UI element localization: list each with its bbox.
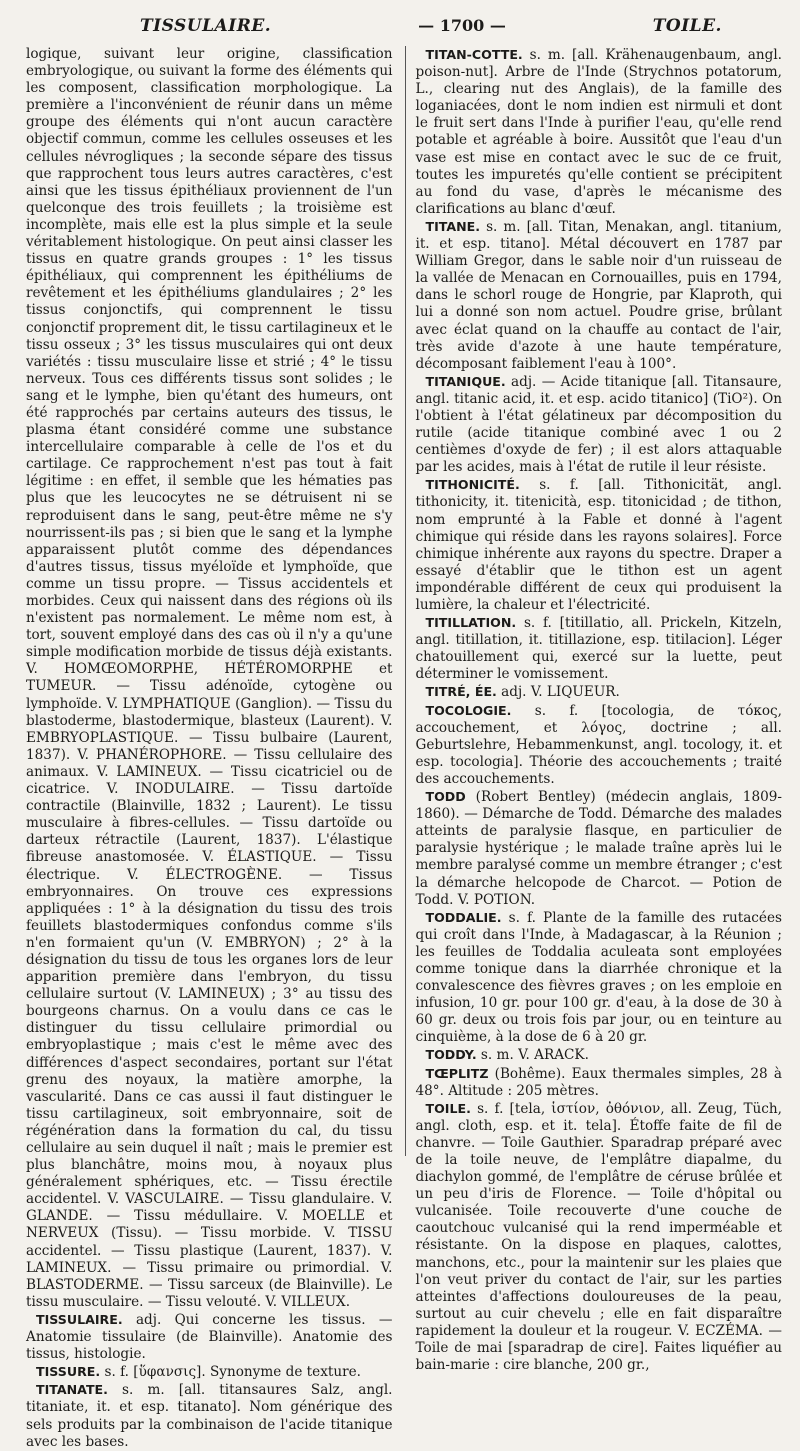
entry-headword: TOCOLOGIE. [425,702,512,718]
entry-text: adj. — Acide titanique [all. Titansaure, angl. titanic acid, it. et esp. acido titanico] (TiO²). On l'obtient à l'état gélatineux par décomposition du rutile (acide titanique combiné avec 1 ou 2 centièmes d'oxyde de fer) ; il est alors attaquable par les acides, mais à l'état de rutile il leur résiste. [415,373,782,476]
dictionary-entry [416,46,783,218]
entry-text: s. m. [all. Titan, Menakan, angl. titanium, it. et esp. titano]. Métal découvert en 1787 par William Gregor, dans le sable noir d'un ruisseau de la vallée de Menacan en Cornouailles, puis en 1794, dans le schorl rouge de Hongrie, par Klaproth, qui lui a donné son nom actuel. Poudre grise, brûlant avec éclat quand on la chauffe au contact de l'air, très avide d'azote à une haute température, décomposant faiblement l'eau à 100°. [415,218,782,372]
dictionary-entry [416,614,783,683]
entry-headword: TODDALIE. [425,909,502,925]
dictionary-entry [416,702,783,788]
entry-headword: TISSURE. [36,1364,101,1380]
entry-text: s. m. V. ARACK. [476,1047,589,1064]
entry-text: (Robert Bentley) (médecin anglais, 1809-1860). — Démarche de Todd. Démarche des malades atteints de paralysie flasque, en particulier de paralysie hystérique ; le malade traîne après lui le membre paralysé comme un membre étranger ; c'est la démarche helcopode de Charcot. — Potion de Todd. V. POTION. [415,789,783,908]
entry-headword: TOILE. [425,1100,471,1116]
entry-text: s. f. Plante de la famille des rutacées qui croît dans l'Inde, à Madagascar, à la Réunion ; les feuilles de Toddalia aculeata sont employées comme tonique dans la diarrhée chronique et la convalescence des fièvres graves ; on les emploie en infusion, 10 gr. pour 100 gr. d'eau, à la dose de 30 à 60 gr. deux ou trois fois par jour, ou en teinture au cinquième, à la dose de 6 à 20 gr. [415,909,782,1046]
entry-headword: TITANIQUE. [425,373,506,389]
entry-headword: TITRÉ, ÉE. [425,684,497,700]
entry-text: s. f. [tocologia, de τόκος, accouchement, et λόγος, doctrine ; all. Geburtslehre, Hebammenkunst, angl. tocology, it. et esp. tocologia]. Théorie des accouchements ; traité des accouchements. [415,702,782,787]
entry-headword: TITHONICITÉ. [425,477,520,493]
entry-headword: TITAN-COTTE. [425,47,523,62]
entry-text: adj. Qui concerne les tissus. — Anatomie tissulaire (de Blainville). Anatomie des tissus, histologie. [26,1311,393,1363]
entry-headword: TITANE. [425,218,481,234]
right-column [405,46,783,1374]
dictionary-entry [416,683,783,701]
entry-headword: TITILLATION. [425,615,517,631]
entry-text: s. f. [titillatio, all. Prickeln, Kitzeln, angl. titillation, it. titillazione, esp. titilacion]. Léger chatouillement qui, exercé sur la luette, peut déterminer le vomissement. [415,615,782,683]
text-columns [26,46,783,1450]
dictionary-entry [416,788,783,909]
dictionary-entry [416,1065,783,1100]
dictionary-entry [416,1046,783,1064]
entry-text: (Bohême). Eaux thermales simples, 28 à 48°. Altitude : 205 mètres. [415,1065,782,1099]
left-column [26,46,393,1450]
entry-text: s. f. [all. Tithonicität, angl. tithonicity, it. titenicità, esp. titonicidad ; de tithon, nom emprunté à la Fable et donné à l'agent chimique qui réside dans les rayons solaires]. Force chimique inhérente aux rayons du spectre. Draper a essayé d'établir que le tithon est un agent impondérable différent de ceux qui produisent la lumière, la chaleur et l'électricité. [415,477,782,613]
entry-headword: TODDY. [425,1047,477,1063]
entry-text: logique, suivant leur origine, classification embryologique, ou suivant la forme des éléments qui les composent, classification morphologique. La première a l'inconvénient de réunir dans un même groupe des éléments qui n'ont aucun caractère objectif commun, comme les cellules osseuses et les cellules névrogliques ; la seconde sépare des tissus que rapprochent tous leurs autres caractères, c'est ainsi que les tissus épithéliaux proviennent de l'un quelconque des trois feuillets ; la troisième est incomplète, mais elle est la plus simple et la seule véritablement histologique. On peut ainsi classer les tissus en quatre grands groupes : 1° les tissus épithéliaux, qui comprennent les épithéliums de revêtement et les épithéliums glandulaires ; 2° les tissus conjonctifs, qui comprennent le tissu conjonctif proprement dit, le tissu cartilagineux et le tissu osseux ; 3° les tissus musculaires qui ont deux variétés : tissu musculaire lisse et strié ; 4° le tissu nerveux. Tous ces différents tissus sont solides ; le sang et le lymphe, bien qu'étant des humeurs, ont été rapprochés par certains auteurs des tissus, le plasma étant considéré comme une substance intercellulaire comparable à celle de l'os et du cartilage. Ce rapprochement n'est pas tout à fait légitime : en effet, il semble que les hématies pas plus que les leucocytes ne se détruisent ni se reproduisent dans le sang, peut-être même ne s'y nourrissent-ils pas ; si bien que le sang et la lymphe apparaissent plutôt comme des dépendances d'autres tissus, tissus myéloïde et lymphoïde, que comme un tissu propre. — Tissus accidentels et morbides. Ceux qui naissent dans des régions où ils n'existent pas normalement. Le même nom est, à tort, souvent employé dans des cas où il n'y a qu'une simple modification morbide de tissus déjà existants. V. HOMŒOMORPHE, HÉTÉROMORPHE et TUMEUR. — Tissu adénoïde, cytogène ou lymphoïde. V. LYMPHATIQUE (Ganglion). — Tissu du blastoderme, blastodermique, blasteux (Laurent). V. EMBRYOPLASTIQUE. — Tissu bulbaire (Laurent, 1837). V. PHANÉROPHORE. — Tissu cellulaire des animaux. V. LAMINEUX. — Tissu cicatriciel ou de cicatrice. V. INODULAIRE. — Tissu dartoïde contractile (Blainville, 1832 ; Laurent). Le tissu musculaire à fibres-cellules. — Tissu dartoïde ou darteux rétractile (Laurent, 1837). L'élastique fibreuse anastomosée. V. ÉLASTIQUE. — Tissu électrique. V. ÉLECTROGÈNE. — Tissus embryonnaires. On trouve ces expressions appliquées : 1° à la désignation du tissu des trois feuillets blastodermiques confondus comme s'ils n'en formaient qu'un (V. EMBRYON) ; 2° à la désignation du tissu de tous les organes lors de leur apparition première dans l'embryon, du tissu cellulaire surtout (V. LAMINEUX) ; 3° au tissu des bourgeons charnus. On a voulu dans ce cas le distinguer du tissu cellulaire primordial ou embryoplastique ; mais c'est le même avec des différences d'aspect secondaires, portant sur l'état grenu des noyaux, la matière amorphe, la vascularité. Dans ce cas aussi il faut distinguer le tissu cartilagineux, soit embryonnaire, soit de régénération dans la formation du cal, du tissu cellulaire au sein duquel il naît ; mais le premier est plus blanchâtre, moins mou, à noyaux plus généralement sphériques, etc. — Tissu érectile accidentel. V. VASCULAIRE. — Tissu glandulaire. V. GLANDE. — Tissu médullaire. V. MOELLE et NERVEUX (Tissu). — Tissu morbide. V. TISSU accidentel. — Tissu plastique (Laurent, 1837). V. LAMINEUX. — Tissu primaire ou primordial. V. BLASTODERME. — Tissu sarceux (de Blainville). Le tissu musculaire. — Tissu velouté. V. VILLEUX. [26,46,393,1310]
dictionary-entry [416,476,783,614]
dictionary-entry [416,218,783,373]
dictionary-entry [416,373,783,477]
header-left-word: TISSULAIRE. [140,16,272,36]
entry-text: s. f. [ὕφανσις]. Synonyme de texture. [100,1364,361,1381]
entry-text: s. m. [all. titansaures Salz, angl. titaniate, it. et esp. titanato]. Nom générique des sels produits par la combinaison de l'acide titanique avec les bases. [26,1382,393,1450]
dictionary-entry [26,1311,393,1363]
page-number: — 1700 — [418,16,506,35]
dictionary-entry [26,1363,393,1381]
entry-text: adj. V. LIQUEUR. [496,684,620,701]
dictionary-entry [416,1100,783,1375]
header-right-word: TOILE. [652,16,722,36]
entry-text: s. m. [all. Krähenaugenbaum, angl. poison-nut]. Arbre de l'Inde (Strychnos potatorum, L., clearing nut des Anglais), de la famille des loganiacées, dont le nom indien est nirmuli et dont le fruit sert dans l'Inde à purifier l'eau, qu'elle rend potable et agréable à boire. Aussitôt que l'eau d'un vase est mise en contact avec le suc de ce fruit, toutes les impuretés qu'elle contient se précipitent au fond du vase, d'après le mécanisme des clarifications au blanc d'œuf. [415,47,782,217]
entry-text: s. f. [tela, ἱστίον, ὀθόνιον, all. Zeug, Tüch, angl. cloth, esp. et it. tela]. Étoffe faite de fil de chanvre. — Toile Gauthier. Sparadrap préparé avec de la toile neuve, de l'emplâtre diapalme, du diachylon gommé, de l'emplâtre de céruse brûlée et un peu d'iris de Florence. — Toile d'hôpital ou vulcanisée. Toile recouverte d'une couche de caoutchouc vulcanisé qui la rend imperméable et résistante. On la dispose en plaques, calottes, manchons, etc., pour la maintenir sur les plaies que l'on veut priver du contact de l'air, sur les parties atteintes d'affections douloureuses de la peau, surtout au cuir chevelu ; elle en fait disparaître rapidement la douleur et la rougeur. V. ECZÉMA. — Toile de mai [sparadrap de cire]. Faites liquéfier au bain-marie : cire blanche, 200 gr., [415,1100,782,1374]
entry-headword: TODD [425,789,466,805]
running-header [26,16,782,46]
entry-headword: TITANATE. [36,1382,108,1398]
entry-headword: TISSULAIRE. [36,1311,123,1327]
dictionary-entry [416,909,783,1047]
entry-headword: TŒPLITZ [425,1065,489,1081]
dictionary-entry [26,1381,393,1450]
continued-entry [26,46,393,1311]
